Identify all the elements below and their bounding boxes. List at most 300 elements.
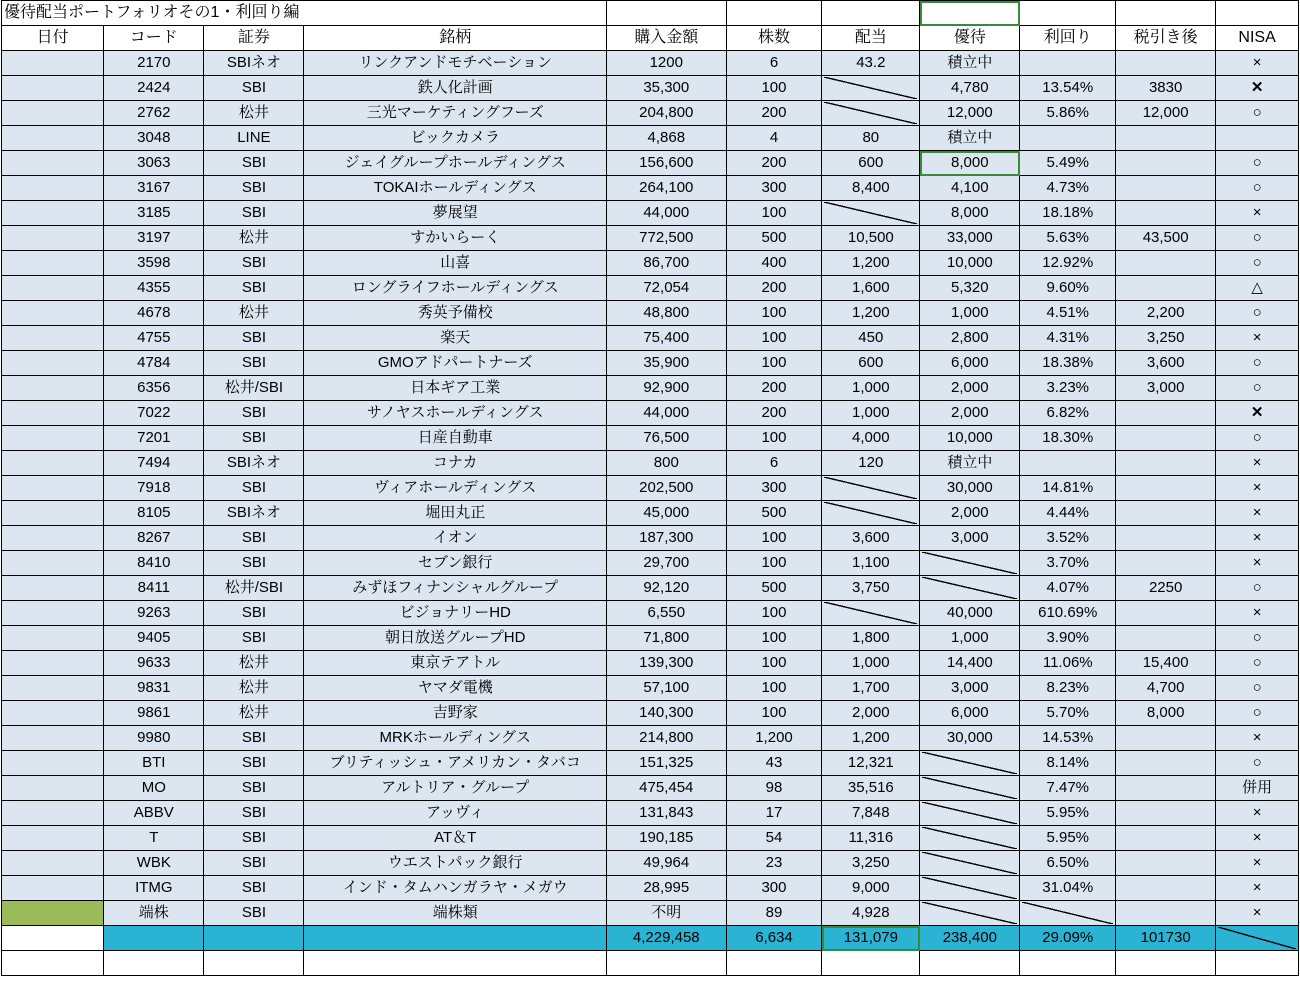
cell-date[interactable] (2, 276, 104, 301)
title-blank-nisa[interactable] (1216, 1, 1299, 26)
title-blank-rate[interactable] (1020, 1, 1116, 26)
cell-after-tax[interactable] (1116, 276, 1216, 301)
cell-date[interactable] (2, 176, 104, 201)
cell-broker[interactable]: SBI (204, 151, 304, 176)
cell-dividend[interactable]: 7,848 (822, 801, 920, 826)
cell-name[interactable]: ブリティッシュ・アメリカン・タバコ (304, 751, 607, 776)
cell-nisa[interactable]: 併用 (1216, 776, 1299, 801)
cell-after-tax[interactable] (1116, 601, 1216, 626)
table-row[interactable] (2, 601, 1299, 626)
cell-yutai[interactable] (920, 751, 1020, 776)
cell-rate[interactable]: 18.18% (1020, 201, 1116, 226)
header-amount[interactable]: 購入金額 (606, 26, 726, 51)
cell-amount[interactable]: 45,000 (606, 501, 726, 526)
cell-date[interactable] (2, 651, 104, 676)
cell-after-tax[interactable] (1116, 426, 1216, 451)
cell-name[interactable]: ヤマダ電機 (304, 676, 607, 701)
cell-nisa[interactable]: × (1216, 476, 1299, 501)
header-dividend[interactable]: 配当 (822, 26, 920, 51)
table-row[interactable] (2, 101, 1299, 126)
cell-shares[interactable]: 200 (726, 401, 822, 426)
cell-shares[interactable]: 98 (726, 776, 822, 801)
cell-yutai[interactable]: 積立中 (920, 126, 1020, 151)
cell-after-tax[interactable] (1116, 451, 1216, 476)
cell-dividend[interactable]: 1,600 (822, 276, 920, 301)
title-blank-after[interactable] (1116, 1, 1216, 26)
cell-broker[interactable]: 松井/SBI (204, 576, 304, 601)
cell-shares[interactable]: 100 (726, 601, 822, 626)
cell-rate[interactable] (1020, 51, 1116, 76)
title-blank-shares[interactable] (726, 1, 822, 26)
cell-dividend[interactable]: 1,200 (822, 251, 920, 276)
cell-dividend[interactable] (822, 501, 920, 526)
cell-yutai[interactable] (920, 576, 1020, 601)
cell-code[interactable]: WBK (104, 851, 204, 876)
cell-dividend[interactable] (822, 476, 920, 501)
cell-after-tax[interactable] (1116, 501, 1216, 526)
cell-after-tax[interactable]: 2250 (1116, 576, 1216, 601)
cell-broker[interactable]: SBI (204, 351, 304, 376)
cell-date[interactable] (2, 326, 104, 351)
cell-broker[interactable]: SBI (204, 901, 304, 926)
cell-date[interactable] (2, 851, 104, 876)
cell-name[interactable]: ビックカメラ (304, 126, 607, 151)
cell-code[interactable]: 8105 (104, 501, 204, 526)
cell-date[interactable] (2, 776, 104, 801)
cell-rate[interactable]: 8.14% (1020, 751, 1116, 776)
cell-after-tax[interactable] (1116, 251, 1216, 276)
cell-code[interactable]: 8267 (104, 526, 204, 551)
cell-after-tax[interactable] (1116, 126, 1216, 151)
cell-date[interactable] (2, 676, 104, 701)
cell-yutai[interactable]: 10,000 (920, 426, 1020, 451)
cell-rate[interactable]: 3.90% (1020, 626, 1116, 651)
cell-nisa[interactable]: ✕ (1216, 401, 1299, 426)
cell-name[interactable]: 日産自動車 (304, 426, 607, 451)
header-date[interactable]: 日付 (2, 26, 104, 51)
cell-shares[interactable]: 100 (726, 326, 822, 351)
cell-dividend[interactable]: 80 (822, 126, 920, 151)
empty-row[interactable] (2, 951, 1299, 976)
empty-cell[interactable] (1020, 951, 1116, 976)
total-rate[interactable]: 29.09% (1020, 926, 1116, 951)
cell-rate[interactable]: 4.44% (1020, 501, 1116, 526)
cell-dividend[interactable]: 35,516 (822, 776, 920, 801)
cell-rate[interactable]: 3.70% (1020, 551, 1116, 576)
cell-shares[interactable]: 100 (726, 676, 822, 701)
cell-nisa[interactable]: ○ (1216, 751, 1299, 776)
cell-code[interactable]: 9831 (104, 676, 204, 701)
cell-broker[interactable]: 松井 (204, 651, 304, 676)
cell-name[interactable]: ビジョナリーHD (304, 601, 607, 626)
cell-broker[interactable]: SBI (204, 401, 304, 426)
cell-yutai[interactable]: 2,800 (920, 326, 1020, 351)
cell-name[interactable]: GMOアドパートナーズ (304, 351, 607, 376)
cell-rate[interactable]: 5.63% (1020, 226, 1116, 251)
cell-name[interactable]: 堀田丸正 (304, 501, 607, 526)
cell-code[interactable]: 3048 (104, 126, 204, 151)
cell-after-tax[interactable] (1116, 751, 1216, 776)
cell-code[interactable]: 9405 (104, 626, 204, 651)
cell-yutai[interactable]: 33,000 (920, 226, 1020, 251)
cell-yutai[interactable] (920, 776, 1020, 801)
cell-nisa[interactable]: × (1216, 851, 1299, 876)
cell-shares[interactable]: 100 (726, 426, 822, 451)
cell-rate[interactable]: 14.81% (1020, 476, 1116, 501)
cell-code[interactable]: 9633 (104, 651, 204, 676)
cell-code[interactable]: 3598 (104, 251, 204, 276)
cell-amount[interactable]: 6,550 (606, 601, 726, 626)
cell-nisa[interactable]: ○ (1216, 251, 1299, 276)
cell-amount[interactable]: 44,000 (606, 401, 726, 426)
cell-dividend[interactable]: 3,750 (822, 576, 920, 601)
cell-code[interactable]: 7201 (104, 426, 204, 451)
cell-name[interactable]: サノヤスホールディングス (304, 401, 607, 426)
header-nisa[interactable]: NISA (1216, 26, 1299, 51)
cell-amount[interactable]: 71,800 (606, 626, 726, 651)
table-row[interactable] (2, 501, 1299, 526)
cell-nisa[interactable]: × (1216, 551, 1299, 576)
cell-rate[interactable]: 5.49% (1020, 151, 1116, 176)
table-row[interactable] (2, 351, 1299, 376)
table-row[interactable] (2, 826, 1299, 851)
cell-nisa[interactable]: ○ (1216, 576, 1299, 601)
cell-shares[interactable]: 100 (726, 526, 822, 551)
cell-code[interactable]: 3063 (104, 151, 204, 176)
cell-shares[interactable]: 54 (726, 826, 822, 851)
cell-dividend[interactable]: 1,000 (822, 401, 920, 426)
cell-nisa[interactable]: ○ (1216, 351, 1299, 376)
total-date[interactable] (2, 926, 104, 951)
cell-code[interactable]: 7022 (104, 401, 204, 426)
cell-date[interactable] (2, 201, 104, 226)
cell-dividend[interactable]: 12,321 (822, 751, 920, 776)
cell-date[interactable] (2, 426, 104, 451)
cell-name[interactable]: セブン銀行 (304, 551, 607, 576)
cell-name[interactable]: ジェイグループホールディングス (304, 151, 607, 176)
cell-after-tax[interactable] (1116, 826, 1216, 851)
cell-name[interactable]: 朝日放送グループHD (304, 626, 607, 651)
cell-broker[interactable]: SBI (204, 476, 304, 501)
cell-amount[interactable]: 35,300 (606, 76, 726, 101)
cell-shares[interactable]: 89 (726, 901, 822, 926)
cell-nisa[interactable]: × (1216, 601, 1299, 626)
cell-after-tax[interactable]: 12,000 (1116, 101, 1216, 126)
cell-shares[interactable]: 300 (726, 876, 822, 901)
table-row[interactable] (2, 851, 1299, 876)
header-shares[interactable]: 株数 (726, 26, 822, 51)
total-code[interactable] (104, 926, 204, 951)
cell-code[interactable]: 4784 (104, 351, 204, 376)
cell-yutai[interactable]: 4,780 (920, 76, 1020, 101)
cell-amount[interactable]: 86,700 (606, 251, 726, 276)
header-name[interactable]: 銘柄 (304, 26, 607, 51)
cell-amount[interactable]: 139,300 (606, 651, 726, 676)
cell-dividend[interactable]: 600 (822, 351, 920, 376)
cell-nisa[interactable] (1216, 126, 1299, 151)
cell-after-tax[interactable] (1116, 151, 1216, 176)
cell-date[interactable] (2, 826, 104, 851)
cell-shares[interactable]: 43 (726, 751, 822, 776)
cell-amount[interactable]: 49,964 (606, 851, 726, 876)
total-nisa[interactable] (1216, 926, 1299, 951)
cell-dividend[interactable] (822, 201, 920, 226)
cell-yutai[interactable] (920, 901, 1020, 926)
cell-name[interactable]: みずほフィナンシャルグループ (304, 576, 607, 601)
cell-amount[interactable]: 57,100 (606, 676, 726, 701)
cell-dividend[interactable]: 120 (822, 451, 920, 476)
cell-nisa[interactable]: × (1216, 876, 1299, 901)
cell-amount[interactable]: 202,500 (606, 476, 726, 501)
cell-shares[interactable]: 23 (726, 851, 822, 876)
cell-name[interactable]: 日本ギア工業 (304, 376, 607, 401)
cell-shares[interactable]: 200 (726, 101, 822, 126)
cell-rate[interactable]: 8.23% (1020, 676, 1116, 701)
cell-date[interactable] (2, 576, 104, 601)
cell-after-tax[interactable] (1116, 876, 1216, 901)
empty-cell[interactable] (1216, 951, 1299, 976)
cell-name[interactable]: MRKホールディングス (304, 726, 607, 751)
cell-amount[interactable]: 156,600 (606, 151, 726, 176)
cell-code[interactable]: 7494 (104, 451, 204, 476)
total-broker[interactable] (204, 926, 304, 951)
cell-yutai[interactable]: 2,000 (920, 376, 1020, 401)
cell-name[interactable]: 鉄人化計画 (304, 76, 607, 101)
cell-shares[interactable]: 200 (726, 376, 822, 401)
cell-yutai[interactable]: 2,000 (920, 501, 1020, 526)
cell-after-tax[interactable]: 15,400 (1116, 651, 1216, 676)
cell-amount[interactable]: 190,185 (606, 826, 726, 851)
cell-after-tax[interactable] (1116, 401, 1216, 426)
cell-dividend[interactable] (822, 601, 920, 626)
cell-broker[interactable]: SBIネオ (204, 51, 304, 76)
cell-yutai[interactable]: 1,000 (920, 626, 1020, 651)
cell-broker[interactable]: SBI (204, 76, 304, 101)
table-row[interactable] (2, 426, 1299, 451)
cell-dividend[interactable]: 1,200 (822, 301, 920, 326)
table-row[interactable] (2, 301, 1299, 326)
cell-name[interactable]: リンクアンドモチベーション (304, 51, 607, 76)
table-row[interactable] (2, 326, 1299, 351)
cell-shares[interactable]: 100 (726, 301, 822, 326)
cell-broker[interactable]: SBI (204, 176, 304, 201)
cell-after-tax[interactable] (1116, 801, 1216, 826)
cell-rate[interactable]: 13.54% (1020, 76, 1116, 101)
cell-dividend[interactable] (822, 101, 920, 126)
cell-broker[interactable]: 松井 (204, 301, 304, 326)
cell-nisa[interactable]: ○ (1216, 226, 1299, 251)
cell-nisa[interactable]: ○ (1216, 376, 1299, 401)
cell-nisa[interactable]: × (1216, 801, 1299, 826)
header-yutai[interactable]: 優待 (920, 26, 1020, 51)
cell-code[interactable]: 9263 (104, 601, 204, 626)
cell-yutai[interactable]: 積立中 (920, 451, 1020, 476)
cell-after-tax[interactable]: 4,700 (1116, 676, 1216, 701)
cell-code[interactable]: 8410 (104, 551, 204, 576)
cell-shares[interactable]: 6 (726, 451, 822, 476)
cell-amount[interactable]: 187,300 (606, 526, 726, 551)
cell-yutai[interactable]: 12,000 (920, 101, 1020, 126)
cell-code[interactable]: BTI (104, 751, 204, 776)
cell-yutai[interactable]: 8,000 (920, 201, 1020, 226)
cell-rate[interactable]: 11.06% (1020, 651, 1116, 676)
cell-name[interactable]: TOKAIホールディングス (304, 176, 607, 201)
cell-amount[interactable]: 35,900 (606, 351, 726, 376)
cell-amount[interactable]: 72,054 (606, 276, 726, 301)
cell-dividend[interactable]: 4,000 (822, 426, 920, 451)
cell-yutai[interactable] (920, 801, 1020, 826)
cell-shares[interactable]: 1,200 (726, 726, 822, 751)
cell-dividend[interactable]: 1,100 (822, 551, 920, 576)
cell-name[interactable]: 三光マーケティングフーズ (304, 101, 607, 126)
cell-dividend[interactable] (822, 76, 920, 101)
table-row[interactable] (2, 726, 1299, 751)
cell-dividend[interactable]: 600 (822, 151, 920, 176)
cell-dividend[interactable]: 11,316 (822, 826, 920, 851)
cell-nisa[interactable]: × (1216, 526, 1299, 551)
cell-broker[interactable]: SBI (204, 326, 304, 351)
table-row[interactable] (2, 76, 1299, 101)
cell-nisa[interactable]: ○ (1216, 651, 1299, 676)
table-row[interactable] (2, 176, 1299, 201)
cell-rate[interactable] (1020, 901, 1116, 926)
cell-dividend[interactable]: 1,700 (822, 676, 920, 701)
empty-cell[interactable] (1116, 951, 1216, 976)
cell-date[interactable] (2, 876, 104, 901)
table-row[interactable] (2, 476, 1299, 501)
cell-broker[interactable]: SBI (204, 751, 304, 776)
cell-rate[interactable]: 4.07% (1020, 576, 1116, 601)
total-amount[interactable]: 4,229,458 (606, 926, 726, 951)
total-name[interactable] (304, 926, 607, 951)
cell-after-tax[interactable] (1116, 476, 1216, 501)
empty-cell[interactable] (104, 951, 204, 976)
cell-rate[interactable]: 5.95% (1020, 801, 1116, 826)
cell-after-tax[interactable]: 43,500 (1116, 226, 1216, 251)
cell-after-tax[interactable] (1116, 626, 1216, 651)
cell-nisa[interactable]: ○ (1216, 426, 1299, 451)
cell-date[interactable] (2, 626, 104, 651)
cell-after-tax[interactable] (1116, 851, 1216, 876)
cell-nisa[interactable]: ○ (1216, 676, 1299, 701)
cell-shares[interactable]: 100 (726, 351, 822, 376)
table-row[interactable] (2, 451, 1299, 476)
cell-date[interactable] (2, 476, 104, 501)
cell-broker[interactable]: SBIネオ (204, 501, 304, 526)
cell-dividend[interactable]: 2,000 (822, 701, 920, 726)
cell-nisa[interactable]: × (1216, 826, 1299, 851)
cell-nisa[interactable]: △ (1216, 276, 1299, 301)
cell-code[interactable]: 4755 (104, 326, 204, 351)
cell-dividend[interactable]: 1,800 (822, 626, 920, 651)
table-row[interactable] (2, 376, 1299, 401)
cell-after-tax[interactable] (1116, 526, 1216, 551)
cell-dividend[interactable]: 3,600 (822, 526, 920, 551)
cell-rate[interactable]: 5.70% (1020, 701, 1116, 726)
table-row[interactable] (2, 551, 1299, 576)
cell-name[interactable]: アッヴィ (304, 801, 607, 826)
cell-amount[interactable]: 76,500 (606, 426, 726, 451)
cell-rate[interactable]: 3.23% (1020, 376, 1116, 401)
cell-broker[interactable]: SBI (204, 851, 304, 876)
cell-date[interactable] (2, 101, 104, 126)
cell-after-tax[interactable] (1116, 901, 1216, 926)
cell-amount[interactable]: 28,995 (606, 876, 726, 901)
cell-shares[interactable]: 500 (726, 501, 822, 526)
cell-code[interactable]: 3185 (104, 201, 204, 226)
header-rate[interactable]: 利回り (1020, 26, 1116, 51)
cell-rate[interactable]: 5.86% (1020, 101, 1116, 126)
cell-rate[interactable] (1020, 451, 1116, 476)
cell-after-tax[interactable] (1116, 176, 1216, 201)
cell-code[interactable]: 4355 (104, 276, 204, 301)
table-row[interactable] (2, 401, 1299, 426)
cell-code[interactable]: 3167 (104, 176, 204, 201)
cell-date[interactable] (2, 551, 104, 576)
cell-name[interactable]: ロングライフホールディングス (304, 276, 607, 301)
cell-broker[interactable]: SBI (204, 251, 304, 276)
cell-name[interactable]: アルトリア・グループ (304, 776, 607, 801)
cell-broker[interactable]: SBIネオ (204, 451, 304, 476)
cell-shares[interactable]: 500 (726, 576, 822, 601)
cell-date[interactable] (2, 901, 104, 926)
table-row[interactable] (2, 626, 1299, 651)
cell-amount[interactable]: 92,900 (606, 376, 726, 401)
cell-broker[interactable]: SBI (204, 826, 304, 851)
table-row[interactable] (2, 651, 1299, 676)
cell-after-tax[interactable]: 2,200 (1116, 301, 1216, 326)
cell-date[interactable] (2, 501, 104, 526)
cell-code[interactable]: T (104, 826, 204, 851)
table-row[interactable] (2, 576, 1299, 601)
cell-after-tax[interactable] (1116, 551, 1216, 576)
cell-date[interactable] (2, 226, 104, 251)
cell-yutai[interactable]: 8,000 (920, 151, 1020, 176)
cell-yutai[interactable] (920, 851, 1020, 876)
cell-broker[interactable]: 松井 (204, 226, 304, 251)
cell-after-tax[interactable] (1116, 201, 1216, 226)
cell-shares[interactable]: 100 (726, 626, 822, 651)
cell-broker[interactable]: SBI (204, 776, 304, 801)
cell-amount[interactable]: 44,000 (606, 201, 726, 226)
cell-yutai[interactable]: 1,000 (920, 301, 1020, 326)
cell-after-tax[interactable] (1116, 726, 1216, 751)
cell-yutai[interactable] (920, 551, 1020, 576)
cell-name[interactable]: すかいらーく (304, 226, 607, 251)
cell-amount[interactable]: 75,400 (606, 326, 726, 351)
table-row[interactable] (2, 251, 1299, 276)
cell-nisa[interactable]: ○ (1216, 626, 1299, 651)
table-row[interactable] (2, 151, 1299, 176)
cell-shares[interactable]: 100 (726, 701, 822, 726)
cell-name[interactable]: 吉野家 (304, 701, 607, 726)
cell-code[interactable]: 9861 (104, 701, 204, 726)
cell-after-tax[interactable] (1116, 51, 1216, 76)
cell-date[interactable] (2, 251, 104, 276)
cell-shares[interactable]: 17 (726, 801, 822, 826)
cell-nisa[interactable]: × (1216, 901, 1299, 926)
cell-broker[interactable]: SBI (204, 201, 304, 226)
cell-shares[interactable]: 400 (726, 251, 822, 276)
cell-date[interactable] (2, 151, 104, 176)
cell-after-tax[interactable]: 8,000 (1116, 701, 1216, 726)
cell-rate[interactable]: 18.38% (1020, 351, 1116, 376)
cell-amount[interactable]: 772,500 (606, 226, 726, 251)
cell-broker[interactable]: SBI (204, 276, 304, 301)
cell-nisa[interactable]: × (1216, 51, 1299, 76)
cell-name[interactable]: コナカ (304, 451, 607, 476)
cell-broker[interactable]: SBI (204, 726, 304, 751)
